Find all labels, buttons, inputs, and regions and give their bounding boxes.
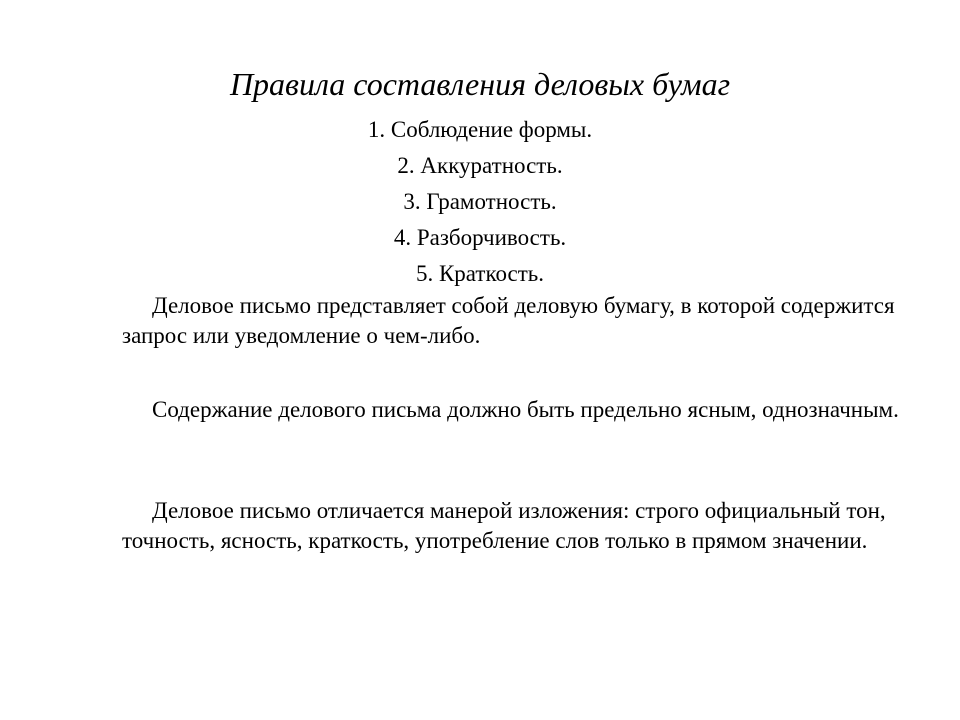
rule-item-5: 5. Краткость. <box>415 261 545 286</box>
rule-item-3: 3. Грамотность. <box>403 189 557 214</box>
paragraph-content-requirements: Содержание делового письма должно быть предельно ясным, однозначным. <box>152 397 899 422</box>
page-title: Правила составления деловых бумаг <box>229 66 731 102</box>
rule-item-2: 2. Аккуратность. <box>397 153 563 178</box>
paragraph-style: Деловое письмо отличается манерой изложения: строго официальный тон, точность, ясность, краткость, употребление слов только в прямом значении. <box>122 498 886 553</box>
rule-item-1: 1. Соблюдение формы. <box>367 117 593 142</box>
rules-list <box>0 112 960 292</box>
paragraph-definition: Деловое письмо представляет собой деловую бумагу, в которой содержится запрос или уведомление о чем-либо. <box>122 293 895 348</box>
rule-item-4: 4. Разборчивость. <box>393 225 567 250</box>
